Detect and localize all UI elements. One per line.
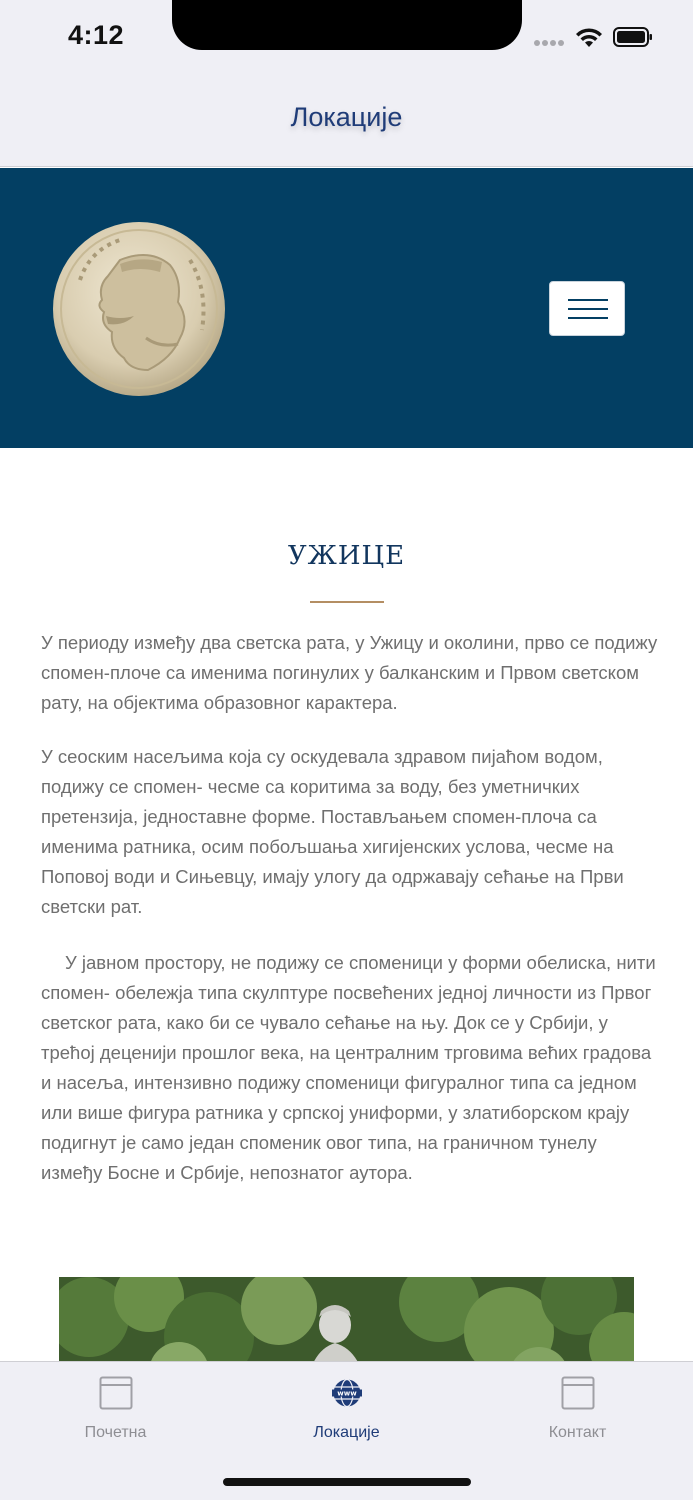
window-icon <box>99 1376 133 1410</box>
tab-label: Контакт <box>548 1424 607 1441</box>
tab-pocetna[interactable] <box>0 1362 231 1462</box>
site-header <box>0 168 693 448</box>
main-content <box>0 448 693 1361</box>
tab-label: Почетна <box>84 1424 147 1441</box>
paragraph-3: У јавном простору, не подижу се споменици у форми обелиска, нити спомен- обележја типа скулптуре посвећених једној личности из Првог светског рата, како би се чувало сећање на њу. Док се у Србији, у трећој деценији прошлог века, на централним трговима већих градова и насеља, интензивно подижу споменици фигуралног типа са једном или више фигура ратника у српској униформи, у златиборском крају подигнут је само један споменик овог типа, на граничном тунелу између Босне и Србије, непознатог аутора. <box>41 952 656 1183</box>
status-bar <box>0 0 693 80</box>
tab-kontakt[interactable] <box>462 1362 693 1462</box>
monument-photo <box>59 1277 634 1361</box>
navigation-bar <box>0 80 693 167</box>
home-indicator[interactable] <box>223 1478 471 1486</box>
device-notch <box>172 0 522 50</box>
paragraph-2: У сеоским насељима која су оскудевала здравом пијаћом водом, подижу се спомен- чесме са коритима за воду, без уметничких претензија, једноставне форме. Постављањем спомен-плоча са именима ратника, осим побољшања хигијенских услова, чесме на Поповој води и Сињевцу, имају улогу да одржавају сећање на Први светски рат. <box>41 746 624 917</box>
tab-label: Локације <box>313 1424 380 1441</box>
window-icon <box>561 1376 595 1410</box>
wifi-icon <box>574 26 604 48</box>
section-title: УЖИЦЕ <box>287 541 406 571</box>
title-divider <box>310 601 384 603</box>
hamburger-menu-button[interactable] <box>549 281 625 336</box>
nav-title: Локације <box>290 102 403 132</box>
paragraph-1: У периоду између два светска рата, у Ужицу и околини, прво се подижу спомен-плоче са именима погинулих у балканским и Првом светском рату, на објектима образовног карактера. <box>41 632 658 713</box>
cellular-dots-icon <box>534 40 566 48</box>
svg-text:www: www <box>337 1389 357 1398</box>
tab-lokacije[interactable] <box>231 1362 462 1462</box>
globe-www-icon <box>330 1376 364 1410</box>
status-time: 4:12 <box>68 20 125 50</box>
coin-portrait-logo[interactable] <box>50 220 228 398</box>
battery-icon <box>613 27 653 47</box>
